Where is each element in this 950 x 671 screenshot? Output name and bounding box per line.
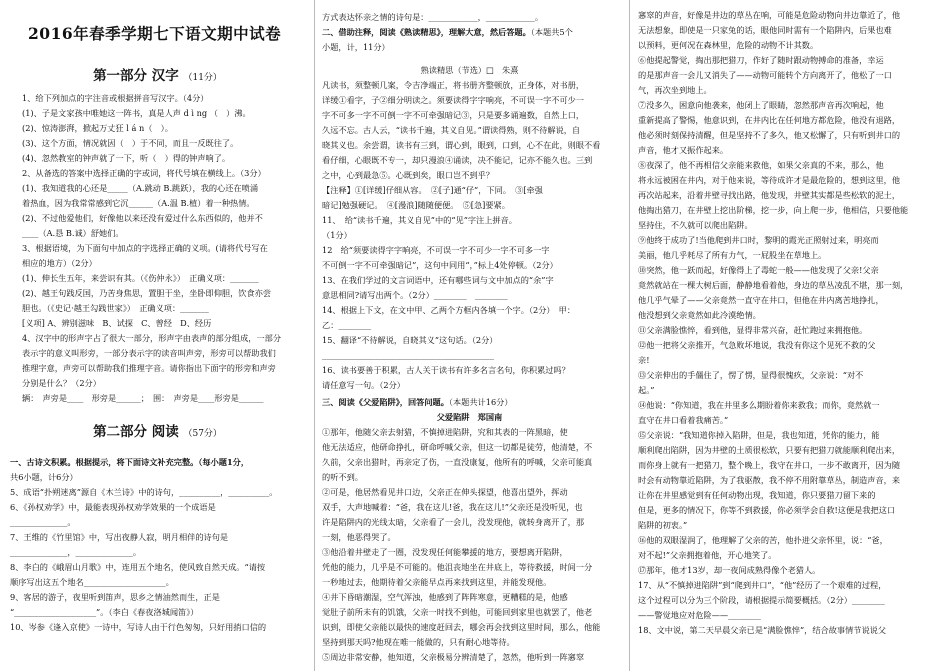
question-line: (1)、我知道我的心还是_____（A.跳动 B.跳跃），我的心还在喷涌 bbox=[22, 183, 259, 193]
story-line: ⑰那年，他才13岁，却一夜间成熟得像个老猎人。 bbox=[638, 565, 821, 575]
question-line: [义项] A、辨别滋味 B、试探 C、曾经 D、经历 bbox=[22, 318, 212, 328]
story-line: 这个过程可以分为三个阶段，请根据提示简要概括。（2分）________ bbox=[638, 595, 885, 605]
question-line: ____（A.恳 B.诚）舒她们。 bbox=[22, 228, 124, 238]
part2-heading bbox=[10, 420, 305, 440]
story-line: ⑤周边非常安静，他知道，父亲极易分辨清楚了，忽然，他听到一阵窸窣 bbox=[322, 652, 585, 662]
story-line: 双手，大声地喊着：“爸，我在这儿!爸，我在这儿!”父亲还是没听见，也 bbox=[322, 502, 583, 512]
section3-heading-text: 三、阅读《父爱陷阱》，回答问题。 bbox=[322, 397, 449, 407]
question-line: (1)、伸长生五年，来尝识有其。（《伤仲永》） 正确义项：_______ bbox=[22, 273, 259, 283]
question-line: 11、 给“读书千遍，其义自见”中的“见”字注上拼音。 bbox=[322, 215, 517, 225]
story-line: 他没想到父亲竟然如此冷漠绝情。 bbox=[638, 310, 761, 320]
story-line: ⑮父亲说：“我知道你掉入陷阱，但是，我也知道，凭你的能力，能 bbox=[638, 430, 880, 440]
column-right bbox=[638, 0, 942, 671]
story-line: 竟然就站在一棵大树后面，静静地看着他，身边的草丛凌乱不堪，那一刻， bbox=[638, 280, 909, 290]
section3-heading bbox=[322, 395, 617, 410]
q10-continuation bbox=[322, 10, 617, 25]
question-line: 3、根据语境，为下面句中加点的字选择正确的义项。(请将代号写在 bbox=[22, 243, 268, 253]
section2-heading-text: 二、借助注释，阅读《熟读精思》，理解大意，然后答题。 bbox=[322, 27, 531, 37]
question-line: 分别是什么？（2分） bbox=[22, 378, 101, 388]
question-line: 7、王维的《竹里馆》中，写出夜静人寂，明月相伴的诗句是 bbox=[10, 532, 229, 542]
story-line: 一秒地过去，他期待着父亲能早点再来找到这里，并能发现他。 bbox=[322, 577, 552, 587]
story-line: 声音，他才又振作起来。 bbox=[638, 145, 729, 155]
story-line: 亲! bbox=[638, 355, 650, 365]
passage-line: 凡读书，须整顿几案，令吉净端正，将书册齐整顿放，正身体，对书册， bbox=[322, 80, 585, 90]
question-line: “____________________”。（李白《春夜洛城闻笛》） bbox=[10, 607, 199, 617]
question-line: 胆也。（《史记·越王勾践世家》） 正确义项：_______ bbox=[22, 303, 209, 313]
part1-heading bbox=[10, 64, 305, 84]
story-continuation bbox=[638, 8, 942, 638]
story-line: 久前，父亲出猎时，再亲定了伤，一直没康复，他所有的呼喊，父亲可能真 bbox=[322, 457, 593, 467]
story-line: ⑪父亲满脸憔悴，看到他，显得非常兴奋，赶忙跑过来拥抱他。 bbox=[638, 325, 868, 335]
question-line: 辆： 声旁是____ 形旁是______； 围： 声旁是____形旁是______ bbox=[22, 393, 264, 403]
question-line: 1、给下列加点的字注音或根据拼音写汉字。（4分） bbox=[22, 93, 209, 103]
story-line: 他掏出猎刀，在井壁上挖出阶梯，挖一步，向上爬一步，他相信，只要他能 bbox=[638, 205, 909, 215]
question-line: 一、古诗文积累。根据提示，将下面诗文补充完整。（每小题1分， bbox=[10, 457, 250, 467]
story-line: 起。” bbox=[638, 385, 655, 395]
part2-questions bbox=[10, 455, 305, 635]
passage-line: 详缓①看字，子②细分明读之。须要读得字字响亮，不可误一字不可少一 bbox=[322, 95, 585, 105]
story-title: 父爱陷阱 郑国南 bbox=[436, 412, 503, 422]
story-line: ②可是，他居然看见井口边，父亲正在伸头探望，他喜出望外，挥动 bbox=[322, 487, 568, 497]
story-line: 的听不到。 bbox=[322, 472, 363, 482]
passage-notes bbox=[322, 183, 617, 213]
story-line: 凭他的能力，几乎是不可能的。他沮丧地坐在井底上，等待救援，时间一分 bbox=[322, 562, 593, 572]
part1-heading-text: 第一部分 汉字 bbox=[93, 68, 179, 84]
question-line: 请任意写一句。（2分） bbox=[322, 380, 405, 390]
story-line: ③他沿着井壁走了一圈，没发现任何能攀援的地方，要想离开陷阱， bbox=[322, 547, 568, 557]
question-line: (1)、子是文家孩中唯她这一阵书，真是人声 d ì ng （ ）沸。 bbox=[22, 108, 251, 118]
exam-title: 2016年春季学期七下语文期中试卷 bbox=[28, 24, 282, 43]
story-line: 顺利爬出陷阱，因为井壁的土质很松软，只要有把猎刀就能顺利爬出来， bbox=[638, 445, 901, 455]
question-line: 相应的地方）（2分） bbox=[22, 258, 97, 268]
passage-line: 晓其义也。余尝谓，读书有三到，谓心到，眼到，口到，心不在此，则眼不看 bbox=[322, 140, 601, 150]
story-line: 坚持到那天吗?他现在唯一能做的，只有耐心地等待。 bbox=[322, 637, 515, 647]
story-line: 以预料，更何况在森林里，危险的动物不计其数。 bbox=[638, 40, 819, 50]
story-line: ⑬父亲伸出的手僵住了，愣了愣，显得很愧疚，父亲说：“对不 bbox=[638, 370, 864, 380]
question-line: 16、读书要善于积累，古人关于读书有许多名言名句，你积累过吗？ bbox=[322, 365, 570, 375]
question-line: 14、根据上下文，在文中甲、乙两个方框内各填一个字。（2分） 甲： bbox=[322, 305, 576, 315]
story-line: ⑯他的双眼湿润了，他理解了父亲的苦，他扑进父亲怀里，说：“爸， bbox=[638, 535, 888, 545]
question-line: __________________________________________ bbox=[322, 350, 494, 360]
story-line: ④井下昏暗潮湿，空气浑浊，他感到了阵阵寒意，更糟糕的是，他感 bbox=[322, 592, 568, 602]
story-line: 再次站起来，沿着井壁寻找出路，他发现，井壁其实都是些松软的泥土， bbox=[638, 190, 901, 200]
question-line: (4)、忽然教室的钟声就了一下，听（ ）得的钟声响了。 bbox=[22, 153, 231, 163]
story-line: 气，再次坐到地上。 bbox=[638, 85, 712, 95]
question-line: 13、在我们学过的文言词语中，还有哪些词与文中加点的“余”字 bbox=[322, 275, 554, 285]
section2-score-note: （本题共5个 bbox=[530, 27, 573, 37]
column-middle bbox=[322, 0, 617, 671]
column-divider bbox=[314, 0, 315, 671]
part2-heading-text: 第二部分 阅读 bbox=[93, 424, 179, 440]
story-line: 将永远被困在井内，对于他来说，等待成许才是最危险的，想到这里，他 bbox=[638, 175, 901, 185]
question-line: 乙：________ bbox=[322, 320, 372, 330]
story-line: ⑥他提起警觉，掏出那把猎刀，作好了随时跟动物搏命的准备，幸运 bbox=[638, 55, 884, 65]
section2-score-line: 小题，计，11分） bbox=[322, 42, 390, 52]
part1-questions bbox=[10, 91, 305, 406]
question-line: 意思相同?请写出两个。（2分）________ ________ bbox=[322, 290, 508, 300]
story-line: 重新提高了警惕，他意识到，在井内比在任何地方都危险，他没有退路， bbox=[638, 115, 901, 125]
story-line: 而你身上就有一把猎刀，整个晚上，我守在井口，一步不敢离开，因为随 bbox=[638, 460, 901, 470]
story-line: 的是那声音一会儿又消失了——动物可能转个方向离开了，他松了一口 bbox=[638, 70, 892, 80]
story-line: 坚持住，不久就可以爬出陷阱。 bbox=[638, 220, 753, 230]
question-line: 5、成语“扑朔迷离”源自《木兰诗》中的诗句，__________，__________。 bbox=[10, 487, 278, 497]
question-line: 2、从备选的答案中选择正确的字或词，将代号填在横线上。（3分） bbox=[22, 168, 266, 178]
story-line: 许是陷阱内的光线太暗，父亲看了一会儿，没发现他，就转身离开了，那 bbox=[322, 517, 585, 527]
story-line: 时会有动物靠近陷阱，为了我驱散，我不停不用附靠草丛，制造声音，来 bbox=[638, 475, 901, 485]
story-line: 18、文中说，第二天早晨父亲已是“满脸憔悴”，结合故事情节说说父 bbox=[638, 625, 887, 635]
story-line: 直守在井口看着我痛苦。” bbox=[638, 415, 729, 425]
question-line: 表示字的意义叫形旁，一部分表示字的读音叫声旁，形旁可以帮助我们 bbox=[22, 348, 276, 358]
passage-title: 熟读精思（节选）□ 朱熹 bbox=[420, 65, 519, 75]
question-line: 8、李白的《峨眉山月歌》中，连用五个地名，使风致自然天成。“请按 bbox=[10, 562, 266, 572]
story-line: ⑭他说：“你知道，我在井里多么期盼着你来救我；而你，竟然就一 bbox=[638, 400, 880, 410]
passage-line: 看仔细，心眼既不专一，却只漫浪④诵读，决不能记，记亦不能久也。三到 bbox=[322, 155, 593, 165]
section2-heading bbox=[322, 25, 617, 40]
column-divider bbox=[629, 0, 630, 671]
note-line: 【注释】①[详缓]仔细从容。 ②[子]通“仔”，下同。 ③[牵强 bbox=[322, 185, 543, 195]
story-line: ①那年，他随父亲去射猎，不慎掉进陷阱，究和其表的一阵黑暗，使 bbox=[322, 427, 568, 437]
question-line: (2)、不过他爱他们，好像他以来还没有爱过什么东西似的，他并不 bbox=[22, 213, 263, 223]
story-line: 识到，即使父亲能以最快的速度赶回去，哪会再会找到这里时间，那么，他能 bbox=[322, 622, 601, 632]
story-line: ⑦没多久，困意向他袭来，他闭上了眼睛，忽然那声音再次响起，他 bbox=[638, 100, 884, 110]
question-line: 12 给“须要读得字字响亮，不可误一字不可少一字不可多一字 bbox=[322, 245, 550, 255]
story-line: ⑩突然，他一跃而起，好像得上了毒蛇一般——他发现了父亲!父亲 bbox=[638, 265, 879, 275]
story-line: 但是，更多的情况下，你等不到救援，你必须学会自救!这便是我把这口 bbox=[638, 505, 896, 515]
story-line: 他几乎气晕了——父亲竟然一直守在井口，但他在井内离苦地挣扎， bbox=[638, 295, 884, 305]
passage-line: 久远不忘。古人云，“读书千遍，其义自见。”谓读得熟，则不待解说，自 bbox=[322, 125, 581, 135]
story-line: 美丽，他几乎耗尽了所有力气，一屁股坐在草地上。 bbox=[638, 250, 827, 260]
question-line: 着热血，因为我常常感到它沉______（A.温 B.植）着一种热情。 bbox=[22, 198, 255, 208]
question-line: ______________。 bbox=[10, 517, 76, 527]
question-line: 不可倒一字不可牵强暗记”，这句中同用“，”标上4处停顿。（2分） bbox=[322, 260, 558, 270]
question-line: 10、岑参《逢入京使》一诗中，写诗人由于行色匆匆，只好用捎口信的 bbox=[10, 622, 267, 632]
story-line: 窸窣的声音，好像是井边的草丛在响，可能是危险动物向井边靠近了，他 bbox=[638, 10, 901, 20]
passage-line: 之中，心到最急⑤。心既到矣，眼口岂不到乎？ bbox=[322, 170, 494, 180]
story-line: 17、从“不慎掉进陷阱”到“爬到井口”，“他”经历了一个艰难的过程， bbox=[638, 580, 887, 590]
story-line: 他必须时刻保持清醒，但是坚持不了多久，他又松懈了，只有听到井口的 bbox=[638, 130, 901, 140]
question-line: 顺序写出这五个地名____________________。 bbox=[10, 577, 174, 587]
question-line: 6、《孙权劝学》中，最能表现孙权劝学效果的一个成语是 bbox=[10, 502, 216, 512]
story-line: 一刻，他恶得哭了。 bbox=[322, 532, 396, 542]
question-line: (2)、越王句践反国，乃苦身焦思，置胆于坐，坐卧即仰胆，饮食亦尝 bbox=[22, 288, 272, 298]
story-line: 他无法适应，他研命挣扎，研命呼喊父亲，但这一切都是徒劳，他清楚，不 bbox=[322, 442, 593, 452]
question-line: 方式表达怀亲之情的诗句是：____________，____________。 bbox=[322, 12, 544, 22]
passage-body bbox=[322, 78, 617, 183]
section3-score-note: （本题共计16分） bbox=[448, 397, 513, 407]
question-line: 推理字意，声旁可以帮助我们推理字音。请你指出下面字的形旁和声旁 bbox=[22, 363, 276, 373]
story-line: ——警觉地应对危险——________ bbox=[638, 610, 761, 620]
part1-score: （11分） bbox=[183, 73, 222, 83]
question-line: 15、翻译“不待解说，自晓其义”这句话。（2分） bbox=[322, 335, 498, 345]
note-line: 暗记]勉强硬记。 ④[漫浪]随随便便。 ⑤[急]要紧。 bbox=[322, 200, 510, 210]
question-line: 共6小题，计6分） bbox=[10, 472, 78, 482]
story-line: 陷阱的初衷。” bbox=[638, 520, 688, 530]
story-body bbox=[322, 425, 617, 665]
part2-score: （57分） bbox=[183, 429, 222, 439]
story-line: ⑫他一把将父亲推开，气急败坏地说，我没有你这个见死不救的父 bbox=[638, 340, 876, 350]
question-line: （1分） bbox=[322, 230, 352, 240]
column-left bbox=[10, 0, 305, 671]
question-line: 4、汉字中的形声字占了很大一部分，形声字由表声的部分组成，一部分 bbox=[22, 333, 282, 343]
story-line: 无法想象，即使是一只家兔的话，眼他同时需有一个陷阱内，后果也难 bbox=[638, 25, 892, 35]
question-line: ______________，______________。 bbox=[10, 547, 142, 557]
story-line: 觉肚子前所未有的饥饿，父亲一时找不到他，可能回到家里也就罢了，他老 bbox=[322, 607, 593, 617]
question-line: (3)、这个方面，情况就因（ ）于不同，而且一反既往了。 bbox=[22, 138, 239, 148]
story-line: 让你在井里感觉到有任何动物出现，我知道，你只要猎刀留下来的 bbox=[638, 490, 876, 500]
section2-questions bbox=[322, 213, 617, 393]
passage-line: 字不可多一字不可倒一字不可牵强暗记③，只是要多诵遍数，自然上口， bbox=[322, 110, 585, 120]
story-line: 对不起!”父亲拥抱着他，开心地笑了。 bbox=[638, 550, 777, 560]
question-line: 9、客居的游子，夜里听到笛声，思乡之情油然而生，正是 bbox=[10, 592, 220, 602]
story-line: ⑧夜深了，他不再相信父亲能来救他，如果父亲真的不来，那么，他 bbox=[638, 160, 884, 170]
question-line: (2)、惊涛澎湃，掀起万丈狂 l á n（ ）。 bbox=[22, 123, 173, 133]
story-line: ⑨他终于成功了!当他爬到井口时，黎明的霞光正照射过来，明亮而 bbox=[638, 235, 879, 245]
